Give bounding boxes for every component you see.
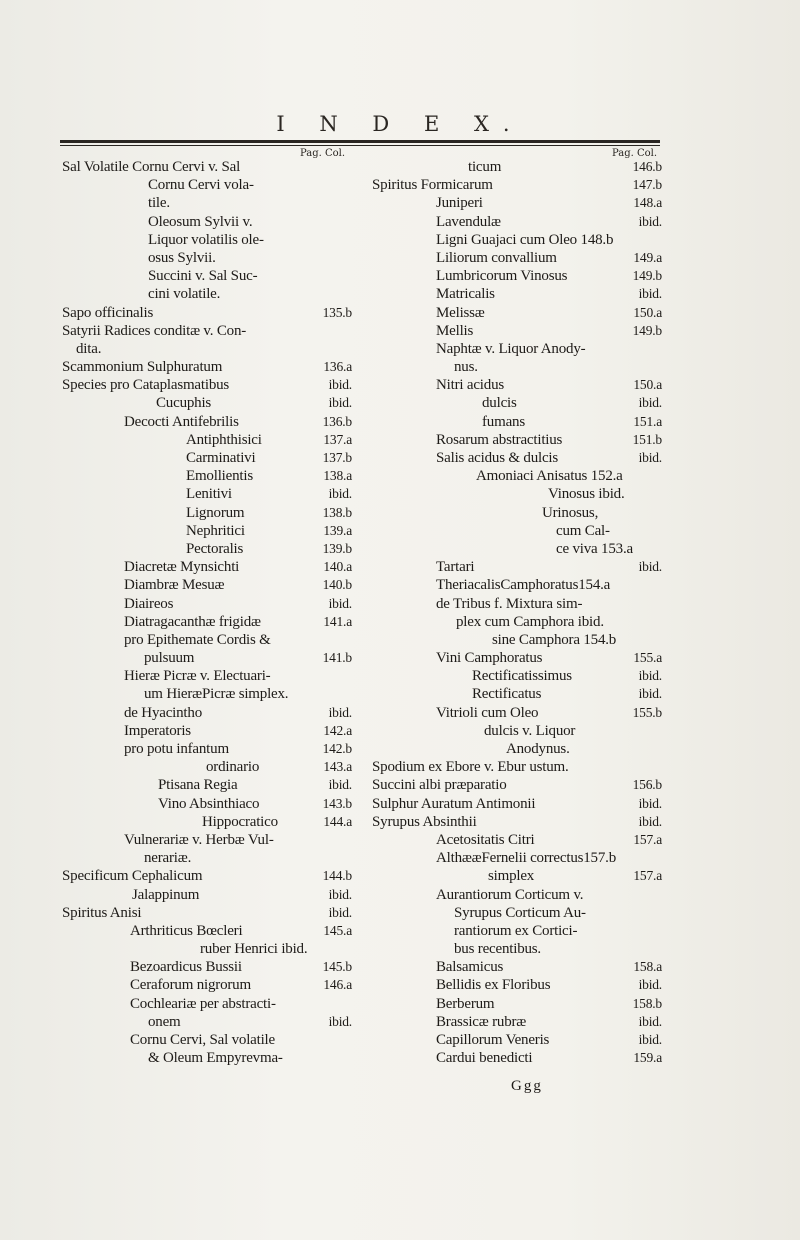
index-entry bbox=[62, 976, 352, 994]
entry-text: Lignorum bbox=[186, 504, 245, 521]
entry-page-ref: 155.a bbox=[633, 650, 662, 666]
entry-text: Succini albi præparatio bbox=[372, 777, 507, 794]
entry-page-ref: 147.b bbox=[632, 177, 662, 193]
index-entry bbox=[62, 304, 352, 322]
entry-page-ref: 146.a bbox=[323, 977, 352, 993]
entry-page-ref: 139.a bbox=[323, 522, 352, 538]
entry-page-ref: ibid. bbox=[638, 686, 662, 702]
index-entry bbox=[62, 322, 352, 340]
entry-text: rantiorum ex Cortici- bbox=[454, 922, 578, 939]
entry-text: Nitri acidus bbox=[436, 377, 505, 394]
entry-text: dulcis bbox=[482, 395, 517, 412]
entry-text: Naphtæ v. Liquor Anody- bbox=[436, 340, 586, 357]
entry-text: Satyrii Radices conditæ v. Con- bbox=[62, 322, 247, 339]
entry-text: dulcis v. Liquor bbox=[484, 722, 576, 739]
entry-text: Mellis bbox=[436, 322, 474, 339]
index-entry bbox=[62, 213, 352, 231]
index-entry bbox=[62, 813, 352, 831]
entry-text: Vinosus ibid. bbox=[548, 486, 625, 503]
entry-page-ref: 140.b bbox=[322, 577, 352, 593]
index-entry bbox=[62, 340, 352, 358]
entry-page-ref: 145.a bbox=[323, 922, 352, 938]
index-entry bbox=[62, 685, 352, 703]
entry-page-ref: 156.b bbox=[632, 777, 662, 793]
entry-text: Acetositatis Citri bbox=[436, 831, 535, 848]
index-entry bbox=[372, 540, 662, 558]
entry-page-ref: ibid. bbox=[328, 886, 352, 902]
index-entry bbox=[62, 485, 352, 503]
index-entry bbox=[372, 1049, 662, 1067]
index-entry bbox=[62, 595, 352, 613]
entry-text: Lumbricorum Vinosus bbox=[436, 268, 568, 285]
index-entry bbox=[62, 540, 352, 558]
entry-page-ref: 135.b bbox=[322, 304, 352, 320]
entry-page-ref: 157.a bbox=[633, 831, 662, 847]
entry-text: Hieræ Picræ v. Electuari- bbox=[124, 668, 271, 685]
entry-text: Salis acidus & dulcis bbox=[436, 450, 559, 466]
page-title: I N D E X. bbox=[276, 112, 524, 136]
entry-text: simplex bbox=[488, 868, 535, 885]
entry-page-ref: 136.b bbox=[322, 413, 352, 429]
right-index-column bbox=[372, 158, 662, 1067]
index-entry bbox=[62, 1013, 352, 1031]
index-entry bbox=[372, 958, 662, 976]
entry-page-ref: ibid. bbox=[328, 395, 352, 411]
entry-text: Succini v. Sal Suc- bbox=[148, 268, 258, 285]
entry-text: Imperatoris bbox=[124, 722, 191, 739]
index-entry bbox=[62, 504, 352, 522]
index-entry bbox=[372, 231, 662, 249]
entry-text: & Oleum Empyrevma- bbox=[148, 1050, 283, 1067]
entry-text: Lavendulæ bbox=[436, 213, 501, 230]
index-entry bbox=[372, 194, 662, 212]
index-entry bbox=[62, 249, 352, 267]
left-index-column bbox=[62, 158, 352, 1067]
entry-text: Carminativi bbox=[186, 450, 256, 466]
index-entry bbox=[372, 249, 662, 267]
entry-page-ref: 148.a bbox=[633, 195, 662, 211]
index-entry bbox=[372, 613, 662, 631]
index-entry bbox=[62, 849, 352, 867]
entry-page-ref: ibid. bbox=[328, 486, 352, 502]
entry-page-ref: ibid. bbox=[638, 395, 662, 411]
entry-text: de Hyacintho bbox=[124, 704, 202, 721]
index-entry bbox=[372, 776, 662, 794]
index-entry bbox=[372, 485, 662, 503]
entry-page-ref: 155.b bbox=[632, 704, 662, 720]
index-entry bbox=[62, 740, 352, 758]
index-entry bbox=[372, 649, 662, 667]
entry-text: Cucuphis bbox=[156, 395, 212, 412]
index-entry bbox=[372, 831, 662, 849]
entry-page-ref: 146.b bbox=[632, 159, 662, 174]
entry-text: Melissæ bbox=[436, 304, 485, 321]
entry-text: Rectificatus bbox=[472, 686, 542, 703]
entry-text: Decocti Antifebrilis bbox=[124, 413, 239, 430]
entry-text: Brassicæ rubræ bbox=[436, 1013, 527, 1030]
entry-text: Aurantiorum Corticum v. bbox=[436, 886, 584, 903]
index-entry bbox=[62, 831, 352, 849]
index-entry bbox=[62, 776, 352, 794]
index-entry bbox=[372, 849, 662, 867]
entry-text: Hippocratico bbox=[202, 813, 278, 830]
index-entry bbox=[372, 376, 662, 394]
index-entry bbox=[372, 995, 662, 1013]
entry-text: Vino Absinthiaco bbox=[158, 795, 260, 812]
index-entry bbox=[62, 704, 352, 722]
entry-page-ref: 137.a bbox=[323, 431, 352, 447]
entry-page-ref: 136.a bbox=[323, 359, 352, 375]
entry-text: dita. bbox=[76, 340, 102, 357]
index-entry bbox=[372, 940, 662, 958]
index-entry bbox=[62, 394, 352, 412]
index-entry bbox=[62, 722, 352, 740]
entry-page-ref: 149.a bbox=[633, 249, 662, 265]
entry-text: tile. bbox=[148, 195, 170, 212]
index-entry bbox=[372, 576, 662, 594]
index-entry bbox=[372, 886, 662, 904]
catchword: Ggg bbox=[511, 1078, 543, 1094]
index-entry bbox=[62, 995, 352, 1013]
entry-page-ref: 140.a bbox=[323, 559, 352, 575]
entry-text: Nephritici bbox=[186, 522, 245, 539]
entry-text: cum Cal- bbox=[556, 522, 610, 539]
entry-text: Antiphthisici bbox=[186, 431, 262, 448]
entry-text: um HieræPicræ simplex. bbox=[144, 686, 289, 703]
entry-text: Syrupus Absinthii bbox=[372, 813, 477, 830]
index-entry bbox=[372, 322, 662, 340]
entry-page-ref: ibid. bbox=[328, 904, 352, 920]
index-entry bbox=[372, 449, 662, 467]
index-entry bbox=[372, 758, 662, 776]
entry-page-ref: 137.b bbox=[322, 450, 352, 465]
entry-text: Urinosus, bbox=[542, 504, 599, 521]
entry-text: nerariæ. bbox=[144, 850, 192, 867]
index-entry bbox=[62, 1031, 352, 1049]
entry-page-ref: ibid. bbox=[638, 813, 662, 829]
index-entry bbox=[372, 1013, 662, 1031]
index-entry bbox=[372, 467, 662, 485]
entry-text: Rosarum abstractitius bbox=[436, 431, 563, 448]
entry-text: onem bbox=[148, 1013, 181, 1030]
entry-text: ticum bbox=[468, 159, 502, 175]
entry-text: ordinario bbox=[206, 759, 260, 776]
index-entry bbox=[62, 231, 352, 249]
entry-page-ref: 159.a bbox=[633, 1050, 662, 1066]
entry-text: pro Epithemate Cordis & bbox=[124, 631, 271, 648]
entry-text: Sal Volatile Cornu Cervi v. Sal bbox=[62, 159, 241, 175]
index-entry bbox=[62, 285, 352, 303]
left-column-header: Pag. Col. bbox=[300, 148, 346, 159]
entry-page-ref: 149.b bbox=[632, 322, 662, 338]
entry-text: Cochleariæ per abstracti- bbox=[130, 995, 276, 1012]
index-entry bbox=[372, 267, 662, 285]
index-entry bbox=[372, 904, 662, 922]
index-entry bbox=[372, 358, 662, 376]
index-entry bbox=[62, 667, 352, 685]
index-entry bbox=[372, 740, 662, 758]
index-entry bbox=[62, 267, 352, 285]
right-column-header: Pag. Col. bbox=[612, 148, 658, 159]
entry-text: Emollientis bbox=[186, 468, 253, 485]
entry-text: Jalappinum bbox=[132, 886, 200, 903]
entry-text: sine Camphora 154.b bbox=[492, 631, 617, 648]
index-entry bbox=[62, 795, 352, 813]
entry-text: Cardui benedicti bbox=[436, 1050, 533, 1067]
entry-page-ref: ibid. bbox=[328, 377, 352, 393]
entry-page-ref: 151.a bbox=[633, 413, 662, 429]
index-entry bbox=[62, 358, 352, 376]
entry-text: Bellidis ex Floribus bbox=[436, 977, 551, 994]
entry-text: de Tribus f. Mixtura sim- bbox=[436, 595, 583, 612]
index-entry bbox=[372, 595, 662, 613]
index-entry bbox=[372, 213, 662, 231]
index-entry bbox=[372, 867, 662, 885]
entry-text: AlthææFernelii correctus157.b bbox=[436, 850, 617, 867]
entry-text: fumans bbox=[482, 413, 525, 430]
index-entry bbox=[62, 522, 352, 540]
index-entry bbox=[372, 558, 662, 576]
entry-text: Diaireos bbox=[124, 595, 174, 612]
entry-text: Spiritus Formicarum bbox=[372, 177, 493, 194]
entry-text: nus. bbox=[454, 359, 478, 376]
entry-page-ref: 139.b bbox=[322, 540, 352, 556]
entry-text: Tartari bbox=[436, 559, 475, 576]
entry-text: ce viva 153.a bbox=[556, 540, 633, 557]
index-entry bbox=[372, 340, 662, 358]
index-entry bbox=[62, 958, 352, 976]
index-entry bbox=[372, 504, 662, 522]
header-rule-thick bbox=[60, 140, 660, 143]
entry-text: Ptisana Regia bbox=[158, 777, 238, 794]
index-entry bbox=[62, 940, 352, 958]
entry-page-ref: 142.b bbox=[322, 741, 352, 756]
index-entry bbox=[62, 1049, 352, 1067]
entry-page-ref: 157.a bbox=[633, 868, 662, 884]
entry-text: Arthriticus Bœcleri bbox=[130, 922, 243, 939]
entry-page-ref: 150.a bbox=[633, 377, 662, 393]
entry-text: Vulnerariæ v. Herbæ Vul- bbox=[124, 831, 274, 848]
entry-page-ref: 145.b bbox=[322, 959, 352, 975]
entry-page-ref: 150.a bbox=[633, 304, 662, 320]
entry-text: Vini Camphoratus bbox=[436, 650, 543, 667]
index-entry bbox=[62, 613, 352, 631]
entry-page-ref: ibid. bbox=[638, 559, 662, 575]
entry-page-ref: ibid. bbox=[638, 668, 662, 684]
index-entry bbox=[62, 176, 352, 194]
entry-page-ref: 149.b bbox=[632, 268, 662, 284]
entry-text: Anodynus. bbox=[506, 741, 570, 757]
entry-text: Balsamicus bbox=[436, 959, 504, 976]
entry-text: Spodium ex Ebore v. Ebur ustum. bbox=[372, 759, 569, 776]
index-entry bbox=[62, 376, 352, 394]
entry-text: TheriacalisCamphoratus154.a bbox=[436, 577, 611, 594]
index-entry bbox=[372, 976, 662, 994]
entry-text: Diatragacanthæ frigidæ bbox=[124, 613, 261, 630]
entry-page-ref: ibid. bbox=[638, 795, 662, 811]
index-entry bbox=[62, 886, 352, 904]
entry-text: Vitrioli cum Oleo bbox=[436, 704, 539, 721]
index-entry bbox=[372, 685, 662, 703]
entry-text: pro potu infantum bbox=[124, 741, 229, 757]
entry-text: Specificum Cephalicum bbox=[62, 868, 203, 885]
entry-text: Syrupus Corticum Au- bbox=[454, 904, 586, 921]
entry-text: Liquor volatilis ole- bbox=[148, 231, 264, 248]
entry-page-ref: 144.a bbox=[323, 813, 352, 829]
entry-text: Ligni Guajaci cum Oleo 148.b bbox=[436, 231, 614, 248]
entry-page-ref: ibid. bbox=[328, 1013, 352, 1029]
index-entry bbox=[62, 158, 352, 176]
entry-text: Berberum bbox=[436, 995, 495, 1012]
entry-page-ref: 151.b bbox=[632, 431, 662, 447]
entry-text: Ceraforum nigrorum bbox=[130, 977, 251, 994]
entry-page-ref: 138.a bbox=[323, 468, 352, 484]
index-entry bbox=[62, 904, 352, 922]
index-entry bbox=[62, 413, 352, 431]
header-rule-thin bbox=[60, 145, 660, 146]
index-entry bbox=[62, 922, 352, 940]
entry-page-ref: ibid. bbox=[638, 286, 662, 302]
entry-page-ref: 158.a bbox=[633, 959, 662, 975]
entry-text: pulsuum bbox=[144, 650, 195, 667]
entry-page-ref: 144.b bbox=[322, 868, 352, 884]
entry-text: Pectoralis bbox=[186, 540, 244, 557]
index-entry bbox=[372, 158, 662, 176]
index-entry bbox=[372, 285, 662, 303]
entry-page-ref: 143.a bbox=[323, 759, 352, 775]
index-entry bbox=[372, 304, 662, 322]
entry-text: Sulphur Auratum Antimonii bbox=[372, 795, 536, 812]
entry-page-ref: 142.a bbox=[323, 722, 352, 738]
index-entry bbox=[372, 704, 662, 722]
entry-page-ref: ibid. bbox=[638, 213, 662, 229]
index-entry bbox=[62, 431, 352, 449]
entry-text: Spiritus Anisi bbox=[62, 904, 142, 921]
entry-page-ref: ibid. bbox=[328, 595, 352, 611]
index-entry bbox=[62, 867, 352, 885]
index-entry bbox=[372, 413, 662, 431]
index-entry bbox=[372, 722, 662, 740]
entry-page-ref: 141.b bbox=[322, 650, 352, 666]
index-entry bbox=[62, 449, 352, 467]
index-entry bbox=[372, 631, 662, 649]
index-entry bbox=[372, 431, 662, 449]
entry-text: Capillorum Veneris bbox=[436, 1032, 550, 1048]
index-entry bbox=[62, 649, 352, 667]
entry-text: Scammonium Sulphuratum bbox=[62, 359, 223, 376]
entry-text: cini volatile. bbox=[148, 286, 221, 303]
entry-text: Rectificatissimus bbox=[472, 668, 572, 685]
entry-text: osus Sylvii. bbox=[148, 249, 216, 266]
entry-page-ref: ibid. bbox=[328, 777, 352, 793]
entry-text: Liliorum convallium bbox=[436, 249, 557, 266]
entry-page-ref: 141.a bbox=[323, 613, 352, 629]
index-entry bbox=[372, 922, 662, 940]
entry-text: ruber Henrici ibid. bbox=[200, 941, 308, 958]
entry-page-ref: 158.b bbox=[632, 995, 662, 1011]
entry-text: Species pro Cataplasmatibus bbox=[62, 377, 230, 394]
index-entry bbox=[372, 176, 662, 194]
entry-page-ref: ibid. bbox=[638, 1013, 662, 1029]
index-entry bbox=[62, 467, 352, 485]
entry-text: Amoniaci Anisatus 152.a bbox=[476, 468, 623, 485]
entry-page-ref: 143.b bbox=[322, 795, 352, 811]
index-entry bbox=[62, 758, 352, 776]
entry-text: Bezoardicus Bussii bbox=[130, 959, 242, 976]
entry-text: Cornu Cervi vola- bbox=[148, 177, 254, 194]
index-entry bbox=[372, 394, 662, 412]
index-entry bbox=[62, 558, 352, 576]
index-entry bbox=[62, 194, 352, 212]
entry-page-ref: ibid. bbox=[328, 704, 352, 720]
entry-page-ref: 138.b bbox=[322, 504, 352, 520]
entry-text: Oleosum Sylvii v. bbox=[148, 213, 253, 230]
index-entry bbox=[372, 795, 662, 813]
entry-text: Diambræ Mesuæ bbox=[124, 577, 225, 594]
index-entry bbox=[62, 576, 352, 594]
entry-text: Cornu Cervi, Sal volatile bbox=[130, 1032, 275, 1048]
entry-text: Sapo officinalis bbox=[62, 304, 154, 321]
entry-text: plex cum Camphora ibid. bbox=[456, 613, 604, 630]
index-entry bbox=[372, 1031, 662, 1049]
entry-text: Diacretæ Mynsichti bbox=[124, 559, 240, 576]
entry-page-ref: ibid. bbox=[638, 977, 662, 993]
entry-text: Matricalis bbox=[436, 286, 495, 303]
index-entry bbox=[62, 631, 352, 649]
entry-text: Juniperi bbox=[436, 195, 483, 212]
entry-page-ref: ibid. bbox=[638, 450, 662, 465]
entry-page-ref: ibid. bbox=[638, 1032, 662, 1047]
index-entry bbox=[372, 522, 662, 540]
entry-text: bus recentibus. bbox=[454, 941, 541, 958]
index-entry bbox=[372, 813, 662, 831]
entry-text: Lenitivi bbox=[186, 486, 232, 503]
index-entry bbox=[372, 667, 662, 685]
